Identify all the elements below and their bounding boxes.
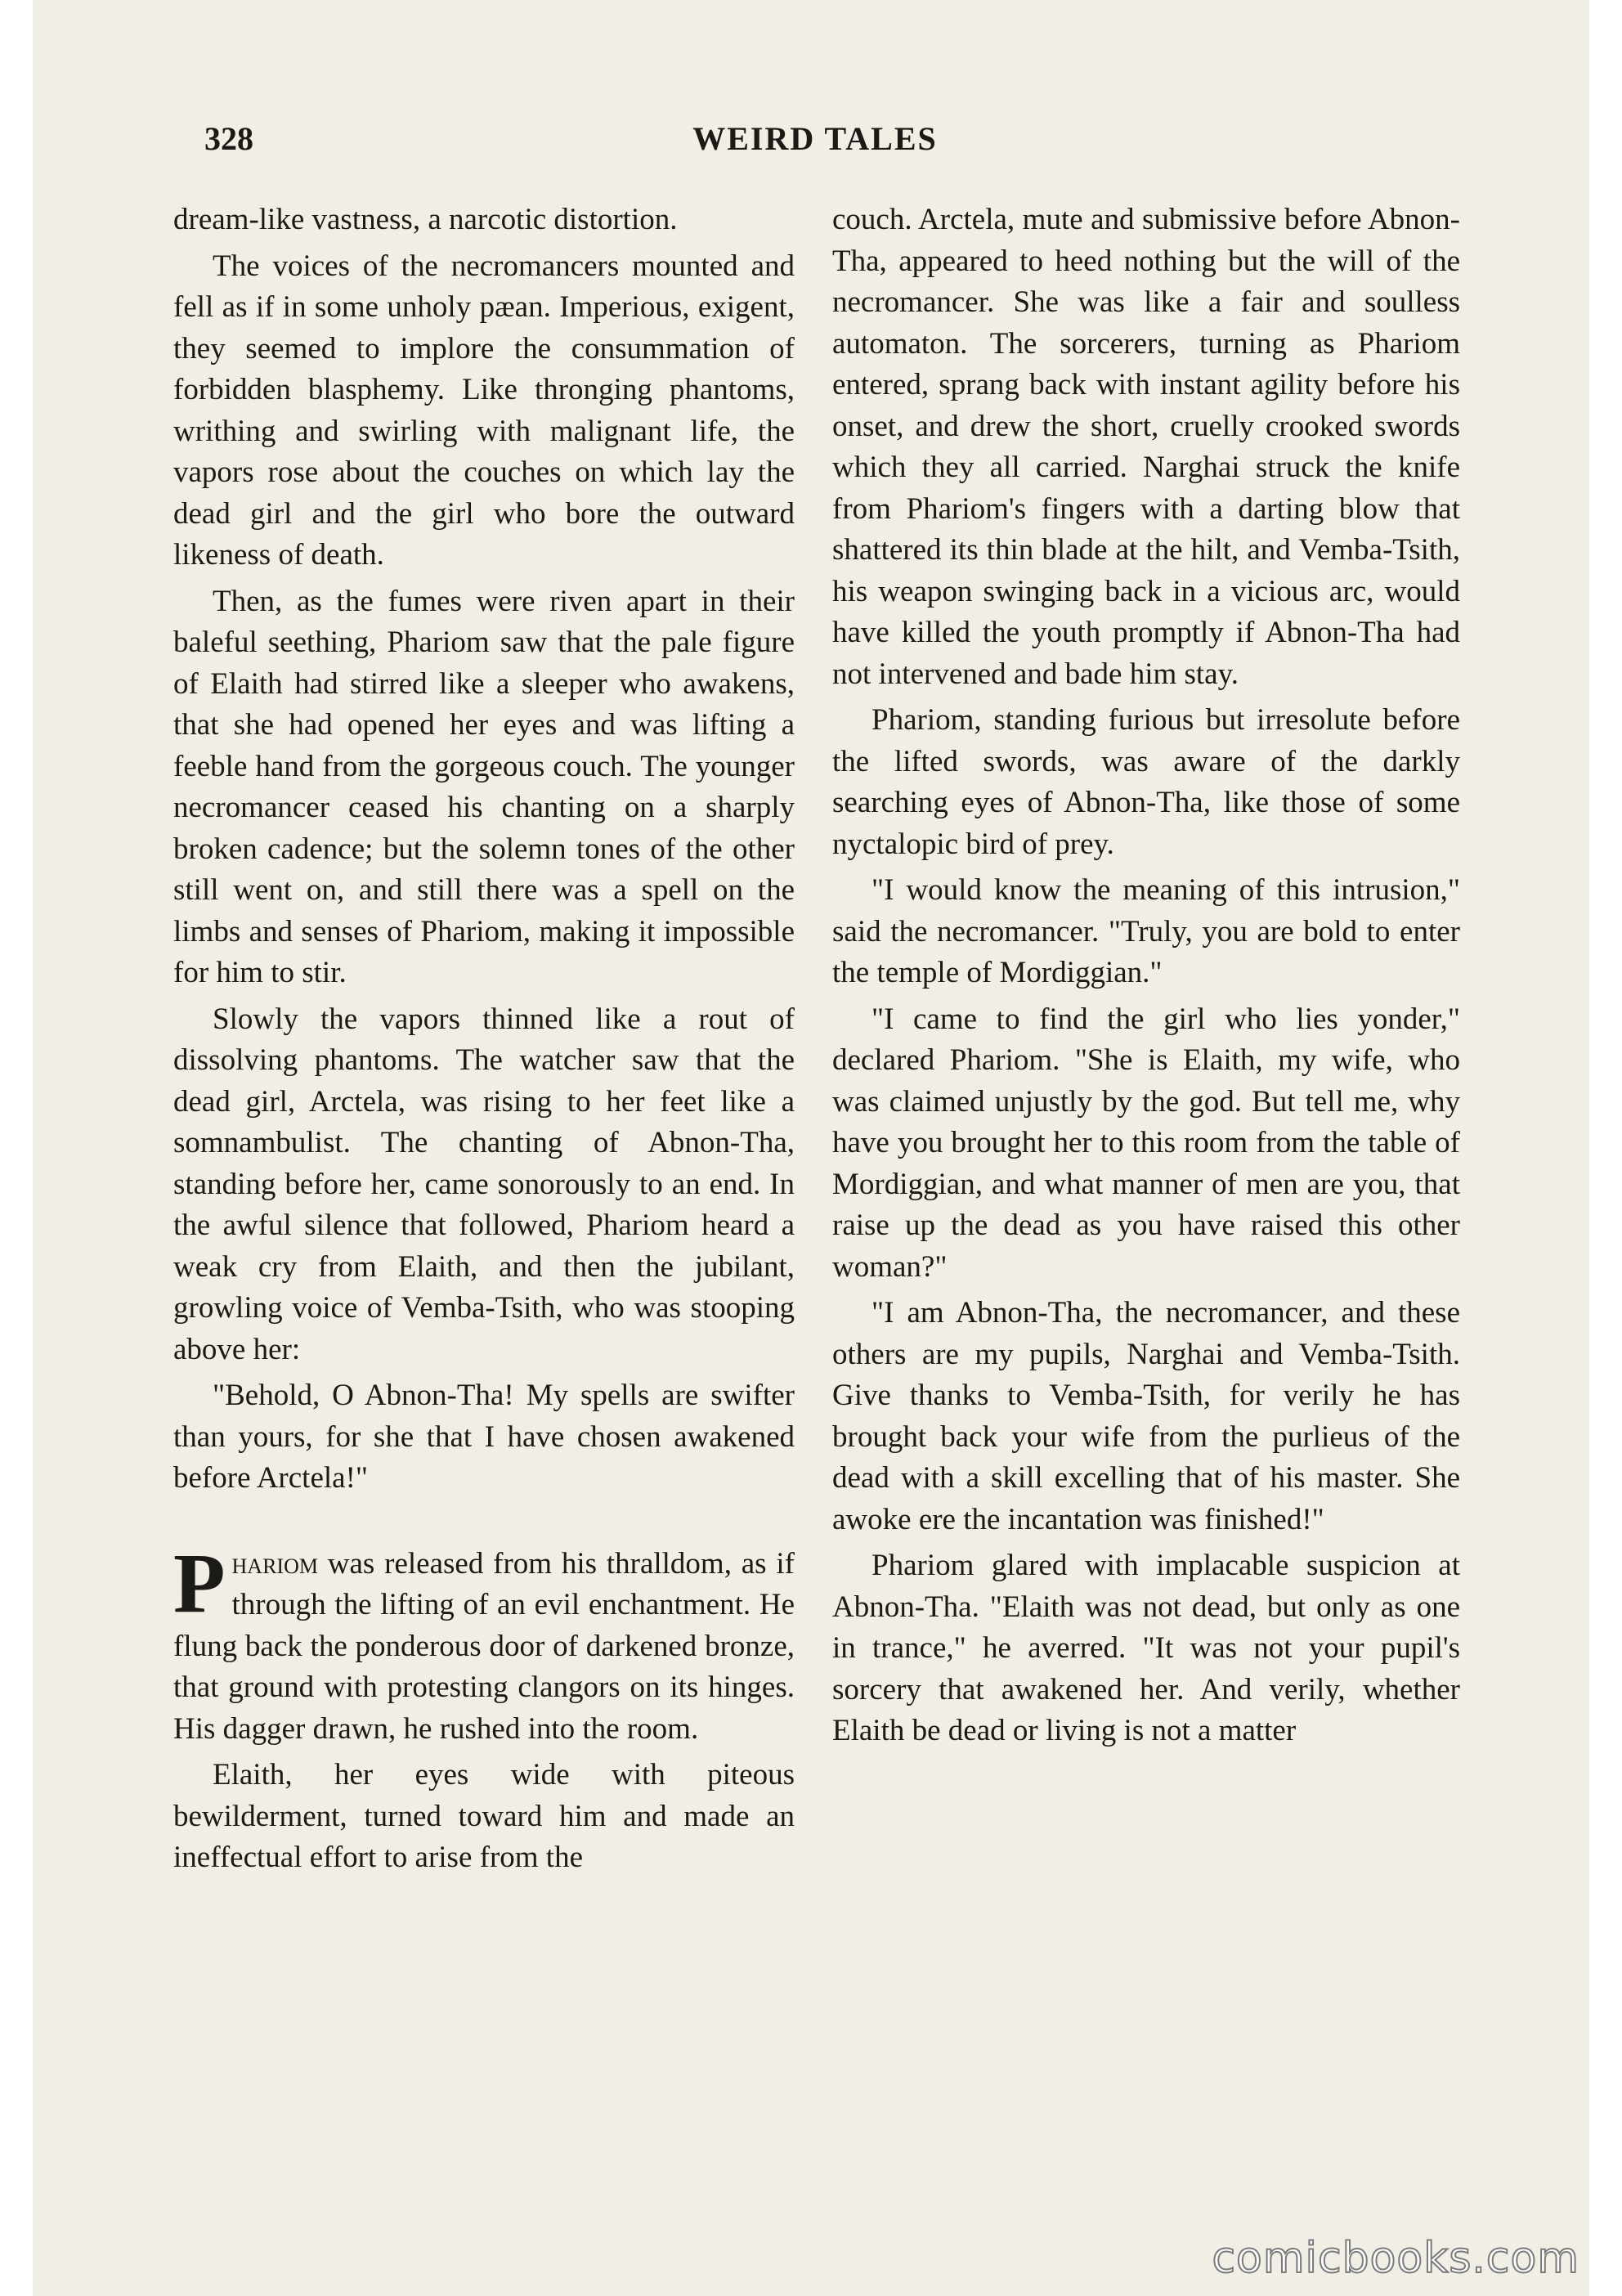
paragraph: "Behold, O Abnon-Tha! My spells are swifter than yours, for she that I have chosen awakened before Arctela!"	[173, 1379, 795, 1495]
running-head	[172, 119, 1458, 168]
paragraph: Then, as the fumes were riven apart in their baleful seething, Phariom saw that the pale figure of Elaith had stirred like a sleeper who awakens, that she had opened her eyes and was lifting a feeble hand from the gorgeous couch. The younger necromancer ceased his chanting on a sharply broken cadence; but the solemn tones of the other still went on, and still there was a spell on the limbs and senses of Phariom, making it impossible for him to stir.	[173, 584, 795, 989]
left-column	[173, 200, 795, 1879]
paragraph: dream-like vastness, a narcotic distortion.	[173, 203, 678, 236]
paragraph: The voices of the necromancers mounted and fell as if in some unholy pæan. Imperious, exigent, they seemed to implore the consummation of forbidden blasphemy. Like thronging phantoms, writhing and swirling with malignant life, the vapors rose about the couches on which lay the dead girl and the girl who bore the outward likeness of death.	[173, 249, 795, 572]
section-start-paragraph	[173, 1536, 795, 1751]
right-column	[832, 200, 1460, 1752]
paragraph: "I would know the meaning of this intrusion," said the necromancer. "Truly, you are bold to enter the temple of Mordiggian."	[832, 873, 1460, 989]
page-number: 328	[204, 120, 253, 157]
paragraph: couch. Arctela, mute and submissive before Abnon-Tha, appeared to heed nothing but the will of the necromancer. She was like a fair and soulless automaton. The sorcerers, turning as Phariom entered, sprang back with instant agility before his onset, and drew the short, cruelly crooked swords which they all carried. Narghai struck the knife from Phariom's fingers with a darting blow that shattered its thin blade at the hilt, and Vemba-Tsith, his weapon swinging back in a vicious arc, would have killed the youth promptly if Abnon-Tha had not intervened and bade him stay.	[832, 203, 1460, 691]
journal-title: WEIRD TALES	[692, 120, 938, 157]
watermark: comicbooks.com	[1212, 2234, 1579, 2283]
paragraph: "I came to find the girl who lies yonder," declared Phariom. "She is Elaith, my wife, who was claimed unjustly by the god. But tell me, why have you brought her to this room from the table of Mordiggian, and what manner of men are you, that raise up the dead as you have raised this other woman?"	[832, 1002, 1460, 1284]
paragraph: "I am Abnon-Tha, the necromancer, and these others are my pupils, Narghai and Vemba-Tsith. Give thanks to Vemba-Tsith, for verily he has brought back your wife from the purlieus of the dead with a skill excelling that of his master. She awoke ere the incantation was finished!"	[832, 1296, 1460, 1536]
paragraph: Slowly the vapors thinned like a rout of dissolving phantoms. The watcher saw that the dead girl, Arctela, was rising to her feet like a somnambulist. The chanting of Abnon-Tha, standing before her, came sonorously to an end. In the awful silence that followed, Phariom heard a weak cry from Elaith, and then the jubilant, growling voice of Vemba-Tsith, who was stooping above her:	[173, 1002, 795, 1366]
paragraph: Phariom glared with implacable suspicion at Abnon-Tha. "Elaith was not dead, but only as one in trance," he averred. "It was not your pupil's sorcery that awakened her. And verily, whether Elaith be dead or living is not a matter	[832, 1549, 1460, 1747]
drop-cap: P	[173, 1536, 226, 1630]
page	[33, 0, 1589, 2296]
paragraph: Elaith, her eyes wide with piteous bewilderment, turned toward him and made an ineffectual effort to arise from the	[173, 1758, 795, 1874]
small-caps-lead: hariom	[231, 1546, 318, 1581]
paragraph-text: was released from his thralldom, as if through the lifting of an evil enchantment. He flung back the ponderous door of darkened bronze, that ground with protesting clangors on its hinges. His dagger drawn, he rushed into the room.	[173, 1546, 795, 1746]
paragraph: Phariom, standing furious but irresolute before the lifted swords, was aware of the darkly searching eyes of Abnon-Tha, like those of some nyctalopic bird of prey.	[832, 703, 1460, 861]
